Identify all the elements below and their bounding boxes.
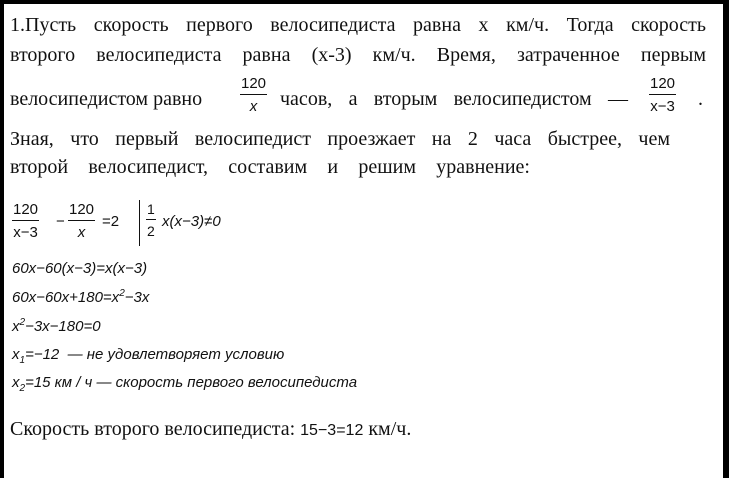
fraction-denominator: x−3 <box>650 98 675 115</box>
root-1-var: x <box>12 346 20 363</box>
root-1-value: =−12 <box>25 346 60 363</box>
root-2-value: =15 км / ч <box>25 374 93 391</box>
root-2-var: x <box>12 374 20 391</box>
fraction-bar <box>68 220 95 221</box>
step-3-rest: −3x−180=0 <box>25 318 101 335</box>
answer-unit: км/ч. <box>368 418 412 440</box>
equation-minus: − <box>56 213 65 230</box>
fraction-bar <box>146 219 156 220</box>
condition-divider <box>139 200 140 246</box>
solution-step-1: 60x−60(x−3)=x(x−3) <box>12 260 148 277</box>
step-3-var: x <box>12 318 20 335</box>
answer-calculation: 15−3=12 <box>300 422 364 439</box>
problem-line-2: второго велосипедиста равна (x-3) км/ч. Время, затраченное первым <box>10 44 706 66</box>
answer-label: Скорость второго велосипедиста: <box>10 418 296 440</box>
fraction-numerator: 120 <box>69 201 95 218</box>
equation-fraction-b <box>68 202 95 240</box>
fraction-denominator: x <box>77 224 86 241</box>
problem-line-1: 1.Пусть скорость первого велосипедиста равна x км/ч. Тогда скорость <box>10 14 706 36</box>
fraction-denominator: x−3 <box>13 224 38 241</box>
step-2-right: −3x <box>124 289 150 306</box>
fraction-numerator: 120 <box>241 75 267 92</box>
fraction-bar <box>12 220 39 221</box>
answer-line <box>10 418 411 441</box>
solution-step-3 <box>12 318 101 335</box>
exponent: 2 <box>119 288 125 299</box>
condition-fraction <box>146 202 156 238</box>
fraction-time-first <box>240 76 267 114</box>
condition-expression: x(x−3)≠0 <box>162 213 221 230</box>
document-page <box>4 4 723 478</box>
root-2-note: — скорость первого велосипедиста <box>96 374 358 391</box>
fraction-denominator: x <box>249 98 258 115</box>
solution-step-2 <box>12 289 149 306</box>
fraction-time-second <box>649 76 676 114</box>
subscript: 2 <box>19 383 26 394</box>
exponent: 2 <box>19 317 26 328</box>
problem-line-4: Зная, что первый велосипедист проезжает на 2 часа быстрее, чем <box>10 128 670 150</box>
root-1-note: — не удовлетворяет условию <box>67 346 285 363</box>
fraction-denominator: 2 <box>147 223 155 239</box>
problem-line-5: второй велосипедист, составим и решим уравнение: <box>10 156 530 178</box>
equation-fraction-a <box>12 202 39 240</box>
fraction-numerator: 120 <box>650 75 676 92</box>
step-2-left: 60x−60x+180=x <box>12 289 120 306</box>
fraction-bar <box>240 94 267 95</box>
subscript: 1 <box>19 355 26 366</box>
problem-line-3-end: . <box>698 88 703 110</box>
fraction-numerator: 1 <box>147 201 155 217</box>
root-1-line <box>12 346 285 366</box>
root-2-line <box>12 374 358 394</box>
problem-line-3-start: велосипедистом равно <box>10 88 203 110</box>
equation-rhs: =2 <box>102 213 120 230</box>
fraction-numerator: 120 <box>13 201 39 218</box>
fraction-bar <box>649 94 676 95</box>
problem-line-3-middle: часов, а вторым велосипедистом — <box>280 88 628 110</box>
